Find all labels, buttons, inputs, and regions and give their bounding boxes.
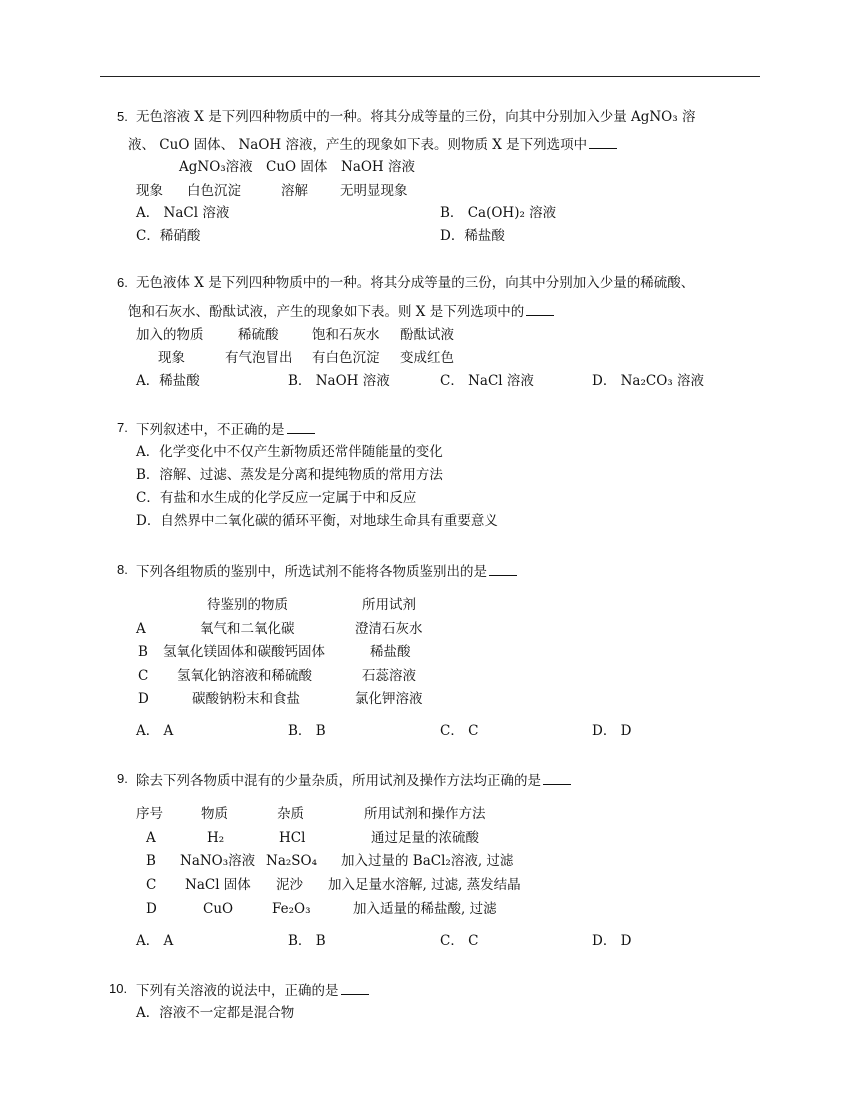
q9-option-a: A． A: [136, 933, 174, 949]
q9-row-b-impurity: Na₂SO₄: [266, 853, 318, 869]
q9-row-c-label: C: [146, 877, 157, 893]
q10-stem: 下列有关溶液的说法中，正确的是: [136, 980, 369, 1000]
q5-table-c3: 无明显现象: [340, 183, 408, 199]
q6-stem-line1: 无色液体 X 是下列四种物质中的一种。将其分成等量的三份，向其中分别加入少量的稀硫酸、: [136, 275, 695, 291]
q8-row-a-label: A: [136, 621, 146, 637]
q9-row-d-substance: CuO: [203, 901, 234, 917]
q9-row-d-method: 加入适量的稀盐酸, 过滤: [353, 901, 497, 917]
q8-row-d-substance: 碳酸钠粉末和食盐: [192, 691, 300, 707]
q6-option-b: B． NaOH 溶液: [288, 373, 390, 389]
answer-blank: [287, 419, 315, 434]
q7-option-b: B．溶解、过滤、蒸发是分离和提纯物质的常用方法: [136, 467, 443, 483]
q9-row-c-substance: NaCl 固体: [185, 877, 251, 893]
q6-number: 6.: [117, 275, 128, 290]
q6-table-c3: 变成红色: [400, 350, 454, 366]
q5-option-d: D．稀盐酸: [440, 228, 505, 244]
answer-blank: [341, 980, 369, 995]
q5-option-a: A． NaCl 溶液: [136, 205, 230, 221]
q10-number: 10.: [109, 981, 128, 996]
q9-option-b: B． B: [288, 933, 326, 949]
q5-table-c1: 白色沉淀: [187, 183, 241, 199]
q7-option-a: A．化学变化中不仅产生新物质还常伴随能量的变化: [136, 444, 443, 460]
q5-table-h3: NaOH 溶液: [341, 159, 415, 175]
q9-table-h4: 所用试剂和操作方法: [364, 806, 486, 822]
q5-option-b: B． Ca(OH)₂ 溶液: [440, 205, 557, 221]
q7-number: 7.: [117, 420, 128, 435]
answer-blank: [489, 561, 517, 576]
q9-row-b-method: 加入过量的 BaCl₂溶液, 过滤: [341, 853, 514, 869]
q5-table-h1: AgNO₃溶液: [179, 159, 253, 175]
q6-table-h3: 酚酞试液: [400, 327, 454, 343]
q8-row-b-substance: 氢氧化镁固体和碳酸钙固体: [163, 644, 325, 660]
q9-row-a-impurity: HCl: [279, 830, 306, 846]
q7-option-d: D．自然界中二氧化碳的循环平衡，对地球生命具有重要意义: [136, 513, 498, 529]
q8-option-d: D． D: [592, 723, 632, 739]
answer-blank: [526, 301, 554, 316]
q6-table-header-label: 加入的物质: [136, 327, 204, 343]
q6-stem-line2: 饱和石灰水、酚酞试液，产生的现象如下表。则 X 是下列选项中的: [128, 301, 554, 321]
answer-blank: [543, 770, 571, 785]
q8-row-a-substance: 氧气和二氧化碳: [200, 621, 295, 637]
q9-number: 9.: [117, 771, 128, 786]
q9-table-h3: 杂质: [277, 806, 304, 822]
q9-row-c-impurity: 泥沙: [276, 877, 303, 893]
q9-option-c: C． C: [440, 933, 479, 949]
q8-row-c-substance: 氢氧化钠溶液和稀硫酸: [177, 668, 312, 684]
q7-stem: 下列叙述中，不正确的是: [136, 419, 315, 439]
q6-option-d: D． Na₂CO₃ 溶液: [592, 373, 704, 389]
q8-option-a: A． A: [136, 723, 174, 739]
q9-row-b-label: B: [146, 853, 156, 869]
q5-stem-line1: 无色溶液 X 是下列四种物质中的一种。将其分成等量的三份，向其中分别加入少量 AgNO₃ 溶: [136, 109, 696, 125]
q9-row-a-method: 通过足量的浓硫酸: [371, 830, 479, 846]
q8-row-b-reagent: 稀盐酸: [370, 644, 411, 660]
q5-table-h2: CuO 固体: [266, 159, 328, 175]
q8-table-h2: 所用试剂: [362, 597, 416, 613]
q10-option-a: A．溶液不一定都是混合物: [136, 1005, 295, 1021]
q5-table-row-label: 现象: [136, 183, 163, 199]
q9-row-c-method: 加入足量水溶解, 过滤, 蒸发结晶: [328, 877, 521, 893]
q5-option-c: C．稀硝酸: [136, 228, 201, 244]
q8-row-c-label: C: [138, 668, 149, 684]
q9-stem: 除去下列各物质中混有的少量杂质，所用试剂及操作方法均正确的是: [136, 770, 571, 790]
q9-option-d: D． D: [592, 933, 632, 949]
q5-table-c2: 溶解: [281, 183, 308, 199]
q8-row-c-reagent: 石蕊溶液: [362, 668, 416, 684]
answer-blank: [589, 134, 617, 149]
q7-option-c: C．有盐和水生成的化学反应一定属于中和反应: [136, 490, 417, 506]
q6-table-row-label: 现象: [158, 350, 185, 366]
q9-row-d-label: D: [146, 901, 157, 917]
q6-table-h2: 饱和石灰水: [312, 327, 380, 343]
q6-table-h1: 稀硫酸: [238, 327, 279, 343]
q8-row-b-label: B: [138, 644, 148, 660]
q8-table-h1: 待鉴别的物质: [207, 597, 288, 613]
q6-option-a: A．稀盐酸: [136, 373, 200, 389]
q9-table-h2: 物质: [201, 806, 228, 822]
q9-row-a-label: A: [146, 830, 156, 846]
q6-table-c2: 有白色沉淀: [312, 350, 380, 366]
q6-option-c: C． NaCl 溶液: [440, 373, 534, 389]
q8-stem: 下列各组物质的鉴别中，所选试剂不能将各物质鉴别出的是: [136, 561, 517, 581]
q5-number: 5.: [117, 109, 128, 124]
q8-option-c: C． C: [440, 723, 479, 739]
q8-option-b: B． B: [288, 723, 326, 739]
q8-row-a-reagent: 澄清石灰水: [355, 621, 423, 637]
q9-table-h1: 序号: [136, 806, 163, 822]
q9-row-b-substance: NaNO₃溶液: [180, 853, 256, 869]
q8-number: 8.: [117, 562, 128, 577]
q6-table-c1: 有气泡冒出: [225, 350, 293, 366]
q8-row-d-label: D: [138, 691, 149, 707]
q9-row-d-impurity: Fe₂O₃: [272, 901, 311, 917]
q9-row-a-substance: H₂: [207, 830, 225, 846]
header-rule: [100, 76, 760, 77]
q8-row-d-reagent: 氯化钾溶液: [355, 691, 423, 707]
q5-stem-line2: 液、 CuO 固体、 NaOH 溶液，产生的现象如下表。则物质 X 是下列选项中: [128, 134, 617, 154]
